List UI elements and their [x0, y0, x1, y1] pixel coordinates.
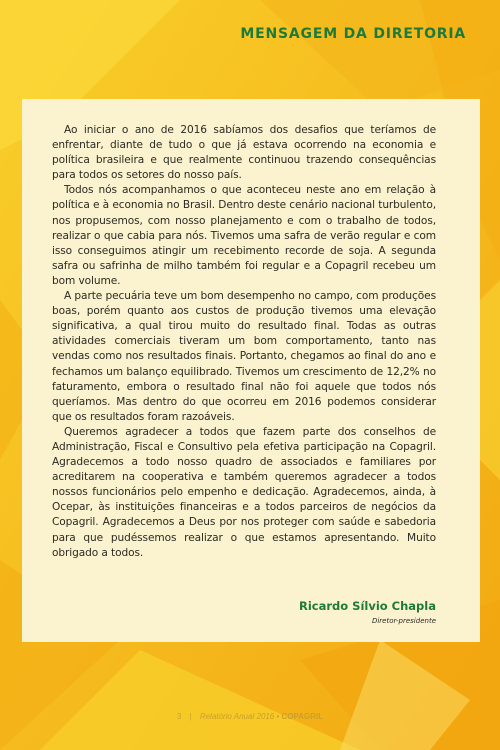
- brand-name: COPAGRIL: [281, 712, 324, 721]
- page-number: 3: [176, 712, 182, 721]
- letter-body: [52, 123, 436, 561]
- letter-paragraph: Todos nós acompanhamos o que aconteceu neste ano em relação à política e à economia no Brasil. Dentro deste cenário nacional turbulento, nos propusemos, com nosso planejamento e com o trabalho de todos, realizar o que cabia para nós. Tivemos uma safra de verão regular e com isso conseguimos atingir um recebimento recorde de soja. A segunda safra ou safrinha de milho também foi regular e a Copagril recebeu um bom volume.: [52, 184, 437, 287]
- report-label: Relatório Anual 2016: [199, 712, 275, 721]
- footer-separator: |: [189, 712, 192, 721]
- footer-bullet: •: [276, 712, 280, 721]
- page-footer: [0, 712, 500, 721]
- signature-name: Ricardo Sílvio Chapla: [298, 599, 436, 613]
- signature-role: Diretor-presidente: [371, 617, 436, 625]
- section-title: MENSAGEM DA DIRETORIA: [240, 26, 466, 42]
- letter-paragraph: A parte pecuária teve um bom desempenho no campo, com produções boas, porém quanto aos custos de produção tivemos uma elevação significativa, a qual tirou muito do resultado final. Todas as outras atividades comerciais tiveram um bom comportamento, tanto nas vendas como nos resultados finais. Portanto, chegamos ao final do ano e fechamos um balanço equilibrado. Tivemos um crescimento de 12,2% no faturamento, embora o resultado final não foi aquele que todos nós queríamos. Mas dentro do que ocorreu em 2016 podemos considerar que os resultados foram razoáveis.: [52, 290, 436, 423]
- letter-paragraph: Ao iniciar o ano de 2016 sabíamos dos desafios que teríamos de enfrentar, diante de tudo o que já estava ocorrendo na economia e política brasileira e que realmente continuou trazendo consequências para todos os setores do nosso país.: [52, 124, 436, 182]
- letter-paragraph: Queremos agradecer a todos que fazem parte dos conselhos de Administração, Fiscal e Consultivo pela efetiva participação na Copagril. Agradecemos a todo nosso quadro de associados e familiares por acreditarem na cooperativa e também queremos agradecer a todos nossos funcionários pelo empenho e dedicação. Agradecemos, ainda, à Ocepar, às instituições financeiras e a todos parceiros de negócios da Copagril. Agradecemos a Deus por nos proteger com saúde e sabedoria para que pudéssemos realizar o que estamos apresentando. Muito obrigado a todos.: [52, 425, 436, 559]
